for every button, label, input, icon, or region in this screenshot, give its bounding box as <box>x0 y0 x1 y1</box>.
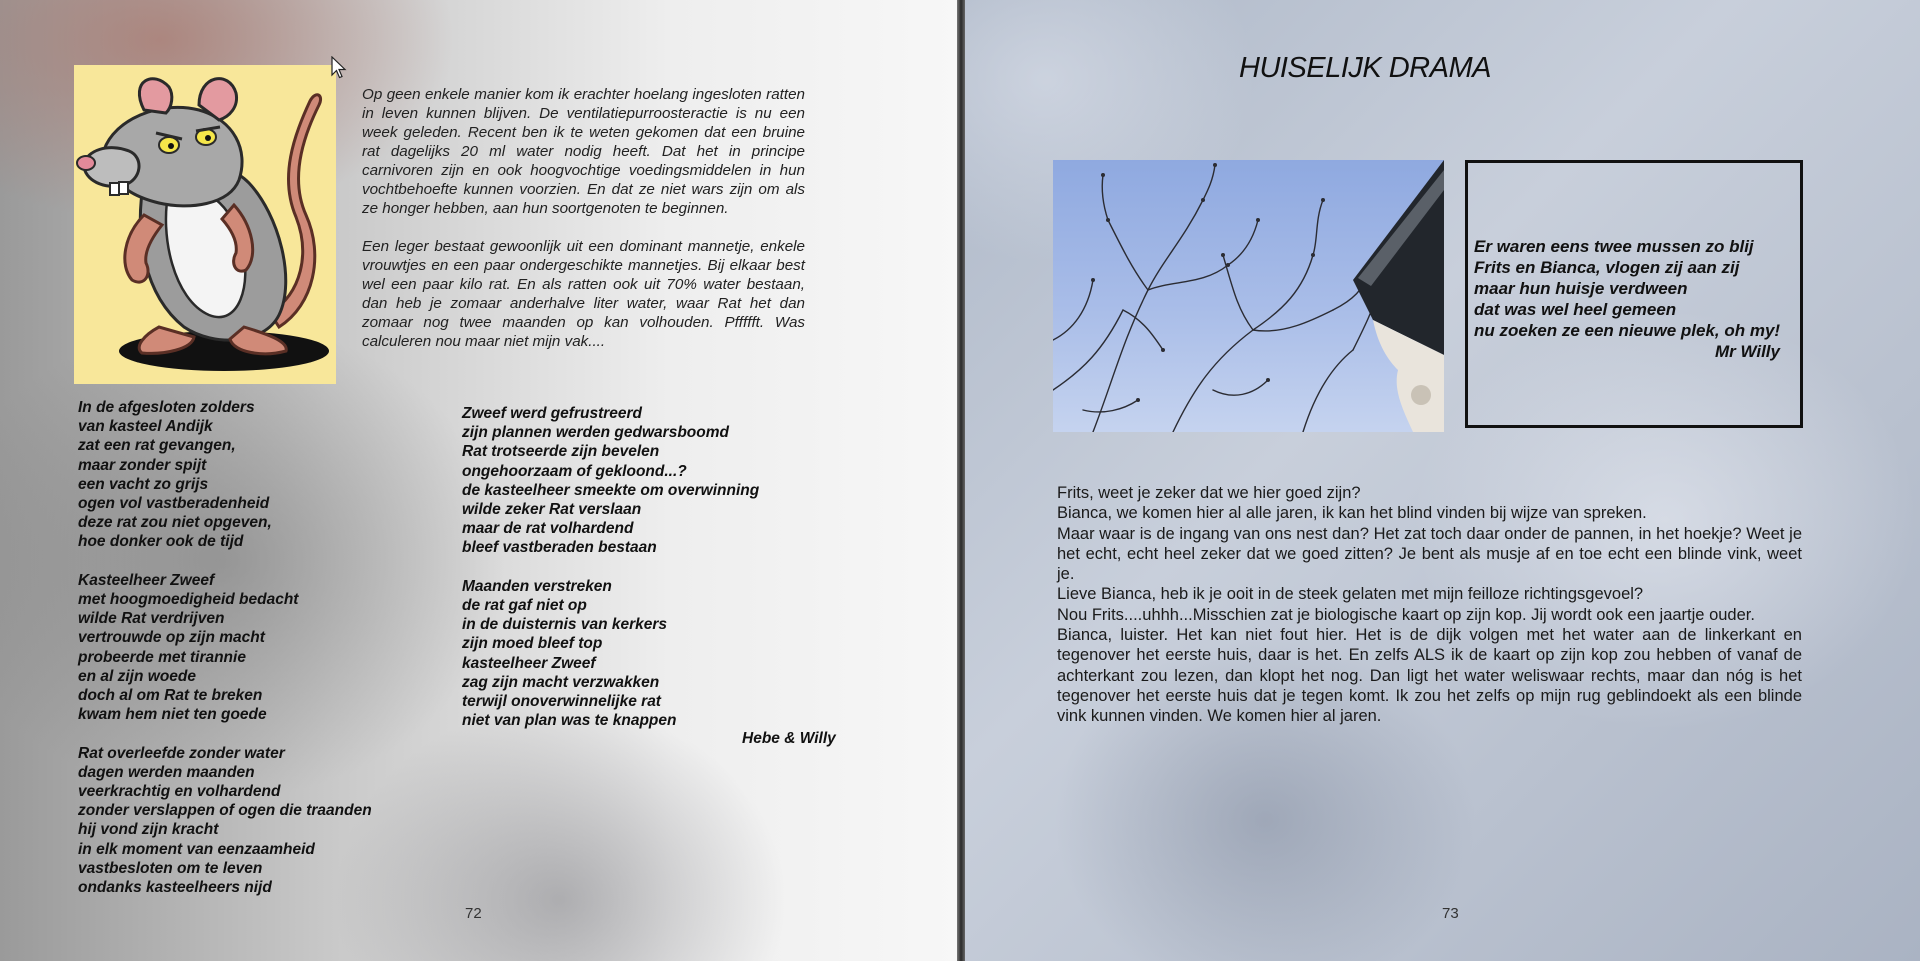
poem-line: wilde Rat verdrijven <box>78 610 225 628</box>
poem-line: zijn moed bleef top <box>462 635 603 653</box>
poem-line: zonder verslappen of ogen die traanden <box>78 802 372 820</box>
poem-line: In de afgesloten zolders <box>78 399 255 416</box>
poem-line: maar zonder spijt <box>78 456 207 474</box>
verse-line: Er waren eens twee mussen zo blij <box>1474 237 1754 256</box>
poem-line: de rat gaf niet op <box>462 597 587 615</box>
story-prose <box>362 85 805 370</box>
dialogue-line: Nou Frits....uhhh...Misschien zat je biologische kaart op zijn kop. Jij wordt ook een jaartje ouder. <box>1057 605 1755 624</box>
poem-line: van kasteel Andijk <box>78 418 213 436</box>
poem-line: Kasteelheer Zweef <box>78 571 215 589</box>
poem-line: vertrouwde op zijn macht <box>78 629 265 647</box>
dialogue-line: Lieve Bianca, heb ik je ooit in de steek gelaten met mijn feilloze richtingsgevoel? <box>1057 585 1644 604</box>
poem-stanza <box>78 571 372 725</box>
poem-stanza <box>462 404 759 558</box>
poem-line: in elk moment van eenzaamheid <box>78 840 315 858</box>
poem-line: en al zijn woede <box>78 667 196 685</box>
dialogue-line: Bianca, luister. Het kan niet fout hier. Het is de dijk volgen met het water aan de linkerkant en tegenover het eerste huis, daar is het. En zelfs ALS ik de kaart op zijn kop zou hebben of vanaf de achterkant zou lezen, dan klopt het nog. Dan ligt het water weliswaar rechts, maar dan nóg is het tegenover het eerste huis dat je tegen komt. Ik zou het zelfs op mijn rug geblindoekt als een blinde vink kunnen vinden. We komen hier al jaren. <box>1057 626 1802 726</box>
verse-box <box>1465 160 1803 428</box>
mouse-cursor-icon <box>331 56 347 80</box>
dialogue-line: Frits, weet je zeker dat we hier goed zijn? <box>1057 484 1361 502</box>
cartoon-rat-icon <box>74 65 336 384</box>
poem-line: zijn plannen werden gedwarsboomd <box>462 424 729 442</box>
poem-line: in de duisternis van kerkers <box>462 616 668 634</box>
poem-column-1 <box>78 398 372 916</box>
poem-line: kwam hem niet ten goede <box>78 706 267 724</box>
verse <box>1474 236 1804 362</box>
poem-line: probeerde met tirannie <box>78 648 246 666</box>
left-page <box>0 0 957 961</box>
verse-line: maar hun huisje verdween <box>1474 279 1688 298</box>
poem-line: dagen werden maanden <box>78 763 255 781</box>
dialogue-line: Maar waar is de ingang van ons nest dan? Het zat toch daar onder de pannen, in het hoekje? Weet je het echt, echt heel zeker dat we goed zitten? Je bent als musje af en toe echt een blinde vink, weet je. <box>1057 524 1802 584</box>
prose-paragraph: Een leger bestaat gewoonlijk uit een dominant mannetje, enkele vrouwtjes en een paar ondergeschikte mannetjes. Bij elkaar best wel een paar kilo rat. En als ratten ook uit 70% water bestaan, dan heb je zomaar anderhalve liter water, waar Rat het dan zomaar nog twee maanden op kan volhouden. Pffffft. Was calculeren nou maar niet mijn vak.... <box>362 238 805 350</box>
poem-line: niet van plan was te knappen <box>462 712 677 730</box>
poem-line: zag zijn macht verzwakken <box>462 673 660 691</box>
poem-line: kasteelheer Zweef <box>462 654 596 672</box>
poem-line: ondanks kasteelheers nijd <box>78 879 272 897</box>
poem-signature: Hebe & Willy <box>742 730 836 747</box>
poem-line: hij vond zijn kracht <box>78 821 219 839</box>
poem-line: wilde zeker Rat verslaan <box>462 501 642 519</box>
poem-line: ongehoorzaam of gekloond...? <box>462 462 687 480</box>
poem-line: ogen vol vastberadenheid <box>78 495 270 513</box>
poem-line: hoe donker ook de tijd <box>78 533 244 551</box>
verse-line: dat was wel heel gemeen <box>1474 300 1677 319</box>
poem-stanza <box>78 398 372 552</box>
dialogue <box>1057 483 1802 727</box>
poem-column-2 <box>462 404 759 750</box>
poem-stanza <box>78 744 372 898</box>
poem-line: deze rat zou niet opgeven, <box>78 514 272 532</box>
poem-line: Rat trotseerde zijn bevelen <box>462 443 660 461</box>
poem-line: een vacht zo grijs <box>78 475 209 493</box>
page-title: HUISELIJK DRAMA <box>1239 52 1491 84</box>
poem-line: bleef vastberaden bestaan <box>462 539 657 557</box>
poem-line: de kasteelheer smeekte om overwinning <box>462 481 760 499</box>
dialogue-line: Bianca, we komen hier al alle jaren, ik kan het blind vinden bij wijze van spreken. <box>1057 504 1647 523</box>
poem-stanza <box>462 577 759 731</box>
verse-line: Frits en Bianca, vlogen zij aan zij <box>1474 258 1740 277</box>
poem-line: terwijl onoverwinnelijke rat <box>462 693 661 711</box>
poem-line: doch al om Rat te breken <box>78 687 263 705</box>
right-page <box>965 0 1920 961</box>
poem-line: zat een rat gevangen, <box>78 437 236 455</box>
poem-line: vastbesloten om te leven <box>78 859 263 877</box>
poem-line: Rat overleefde zonder water <box>78 744 285 762</box>
page-number: 73 <box>1442 905 1459 922</box>
poem-line: met hoogmoedigheid bedacht <box>78 591 299 609</box>
branches-roof-photo <box>1053 160 1444 432</box>
poem-line: Zweef werd gefrustreerd <box>462 405 643 422</box>
poem-line: Maanden verstreken <box>462 577 612 595</box>
book-gutter <box>957 0 965 961</box>
verse-signature: Mr Willy <box>1714 342 1780 361</box>
poem-line: veerkrachtig en volhardend <box>78 783 281 801</box>
verse-line: nu zoeken ze een nieuwe plek, oh my! <box>1474 321 1781 340</box>
page-number: 72 <box>465 905 482 922</box>
prose-paragraph: Op geen enkele manier kom ik erachter hoelang ingesloten ratten in leven kunnen blijven. De ventilatiepurroosteractie is nu een week geleden. Recent ben ik te weten gekomen dat een bruine rat dagelijks 20 ml water nodig heeft. Dat het in principe carnivoren zijn en ook hoogvochtige voedingsmiddelen in hun vochtbehoefte kunnen voorzien. En dat ze niet wars zijn om als ze honger hebben, aan hun soortgenoten te beginnen. <box>362 86 805 217</box>
poem-line: maar de rat volhardend <box>462 520 634 538</box>
